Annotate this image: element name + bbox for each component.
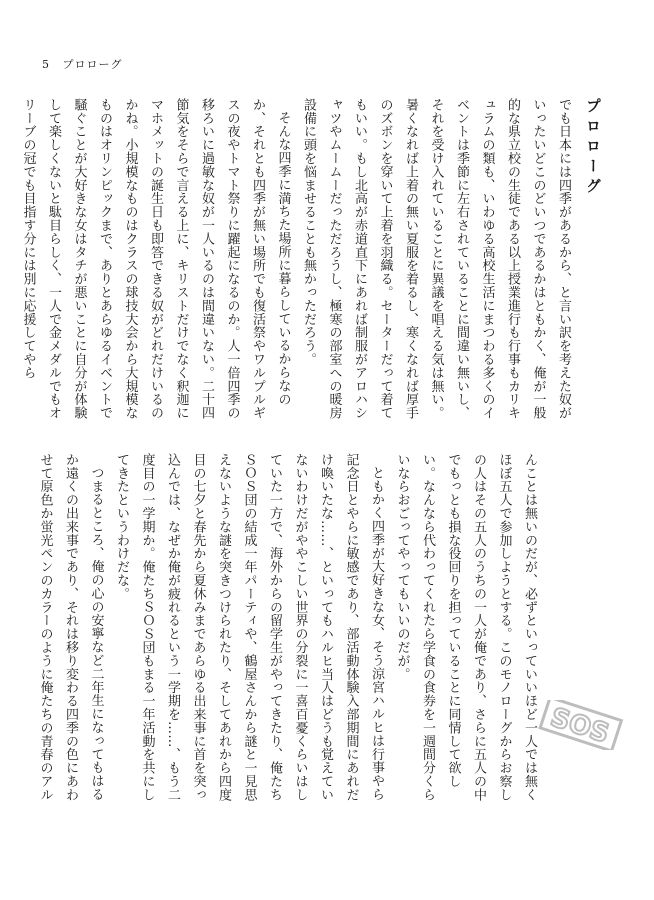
paragraph: そんな四季に満ちた場所に暮らしているからなのか、それとも四季が無い場所でも復活祭やワルプルギスの夜やトマト祭りに躍起になるのか。人一倍四季の移ろいに過敏な奴が一人いるのは間違いない。二十四節気をそらで言える上に、キリストだけでなく釈迦にマホメットの誕生日も即答できる奴がどれだけいるのかね。小規模なものはクラスの球技大会から大規模なものはオリンピックまで、ありとあらゆるイベントで騒ぐことが大好きな女はタチが悪いことに自分が体験して楽しくないと駄目らしく、一人で金メダルでもオリーブの冠でも目指す分には別に応援してやら xyxy=(20,98,291,420)
sos-logo-text: SOS xyxy=(546,702,613,750)
running-chapter-title: プロローグ xyxy=(62,58,123,71)
sos-watermark-logo xyxy=(533,700,628,750)
paragraph: ともかく四季が大好きな女、そう涼宮ハルヒは行事やら記念日とやらに敏感であり、部活動体験入部期間にあれだけ喚いたな……、といってもハルヒ当人はどうも覚えていないわけだがややこしい世界の分裂に一喜百憂くらいはしていた一方で、海外からの留学生がやってきたり、俺たちＳＯＳ団の結成一年パーティや、鶴屋さんから謎と一見思えないような謎を突きつけられたり、そしてあれから四度目の七夕と春先から夏休みまであらゆる出来事に首を突っ込んでは、なぜか俺が疲れるという一学期を……、もう二度目の一学期か。俺たちＳＯＳ団もまる一年活動を共にしてきたというわけだな。 xyxy=(114,453,384,802)
sos-logo-icon xyxy=(533,700,628,750)
paragraph: でも日本には四季があるから、と言い訳を考えた奴がいったいどこのどいつであるかはともかく、俺が一般的な県立校の生徒である以上授業進行も行事もカリキュラムの類も、いわゆる高校生活にまつわる多くのイベントは季節に左右されていることに間違い無いし、それを受け入れていることに異議を唱える気は無い。暑くなれば上着の無い夏服を着るし、寒くなれば厚手のズボンを穿いて上着を羽織る。セーターだって着てもいい。もし北高が赤道直下にあれば制服がアロハシャツやムームーだっただろうし、極寒の部室への暖房設備に頭を悩ませることも無かっただろう。 xyxy=(301,98,571,420)
page-number: 5 xyxy=(42,58,50,71)
text-block-upper xyxy=(20,98,576,423)
paragraph: んことは無いのだが、必ずといっていいほど一人では無くほぼ五人で参加しようとする。このモノローグからお察しの人はその五人のうちの一人が俺であり、さらに五人の中でもっとも損な役回りを担っていることに同情して欲しい。なんなら代わってくれたら学食の食券を一週間分くらいならおごってやってもいいのだが。 xyxy=(394,453,537,802)
running-header xyxy=(42,56,123,72)
text-block-lower xyxy=(37,453,542,813)
chapter-title: プロローグ xyxy=(584,98,602,198)
paragraph: つまるところ、俺の心の安寧など二年生になってもはるか遠くの出来事であり、それは移り変わる四季の色にあわせて原色か蛍光ペンのカラーのように俺たちの青春のアル xyxy=(37,453,104,802)
